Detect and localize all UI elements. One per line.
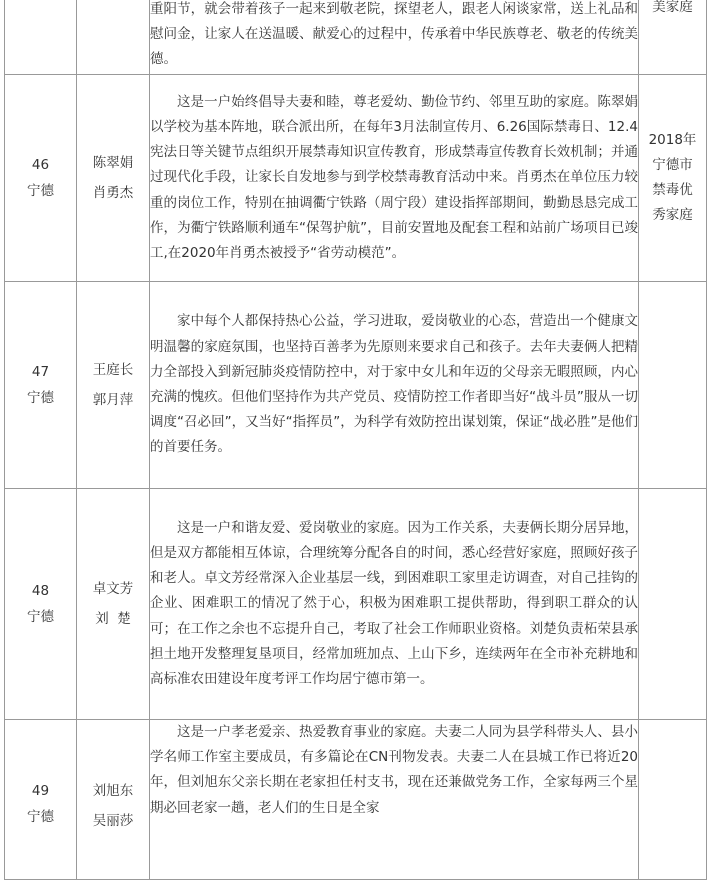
city-name: 宁德 — [27, 809, 54, 825]
city-name: 宁德 — [27, 390, 54, 406]
row-number: 46 — [31, 157, 50, 173]
row-number: 47 — [31, 364, 50, 380]
honor-cell — [639, 489, 707, 720]
honor-cell — [639, 282, 707, 489]
family-names-cell — [77, 0, 150, 75]
description-cell — [150, 0, 639, 75]
row-number-cell — [5, 282, 77, 489]
honor-line: 2018年 — [648, 132, 697, 148]
row-number-cell — [5, 0, 77, 75]
family-names-cell — [77, 282, 150, 489]
honor-line: 美家庭 — [652, 0, 693, 15]
member-name: 肖勇杰 — [92, 185, 134, 201]
description-text: 这是一户孝老爱亲、热爱教育事业的家庭。夫妻二人同为县学科带头人、县小学名师工作室主要成员，有多篇论在CN刊物发表。夫妻二人在县城工作已将近20年，但刘旭东父亲长期在老家担任村支书，现在还兼做党务工作，全家每两三个星期必回老家一趟，老人们的生日是全家 — [150, 724, 638, 816]
award-table — [4, 0, 707, 880]
honor-cell — [639, 0, 707, 75]
member-name: 陈翠娟 — [92, 155, 134, 171]
family-names-cell — [77, 75, 150, 282]
table-row — [5, 720, 707, 880]
city-name: 宁德 — [27, 609, 54, 625]
member-name: 刘 楚 — [95, 611, 131, 627]
member-name: 刘旭东 — [92, 783, 134, 799]
row-number-cell — [5, 720, 77, 880]
description-cell — [150, 720, 639, 880]
table-row — [5, 282, 707, 489]
row-number-cell — [5, 489, 77, 720]
description-cell — [150, 75, 639, 282]
description-text: 这是一户和谐友爱、爱岗敬业的家庭。因为工作关系，夫妻俩长期分居异地，但是双方都能相互体谅，合理统筹分配各自的时间，悉心经营好家庭，照顾好孩子和老人。卓文芳经常深入企业基层一线，到困难职工家里走访调查，对自己挂钩的企业、困难职工的情况了然于心，积极为困难职工提供帮助，得到职工群众的认可；在工作之余也不忘提升自己，考取了社会工作师职业资格。刘楚负责柘荣县承担土地开发整理复垦项目，经常加班加点、上山下乡，连续两年在全市补充耕地和高标准农田建设年度考评工作均居宁德市第一。 — [150, 519, 638, 687]
description-text: 重阳节，就会带着孩子一起来到敬老院，探望老人，跟老人闲谈家常，送上礼品和慰问金，让家人在送温暖、献爱心的过程中，传承着中华民族尊老、敬老的传统美德。 — [150, 0, 638, 68]
table-row — [5, 0, 707, 75]
row-number-cell — [5, 75, 77, 282]
table-row — [5, 489, 707, 720]
member-name: 卓文芳 — [92, 581, 134, 597]
description-cell — [150, 282, 639, 489]
table-row — [5, 75, 707, 282]
member-name: 吴丽莎 — [92, 813, 134, 829]
city-name: 宁德 — [27, 183, 54, 199]
row-number: 49 — [31, 783, 50, 799]
family-names-cell — [77, 489, 150, 720]
honor-cell — [639, 75, 707, 282]
member-name: 王庭长 — [92, 362, 134, 378]
description-text: 家中每个人都保持热心公益，学习进取，爱岗敬业的心态，营造出一个健康文明温馨的家庭氛围，也坚持百善孝为先原则来要求自己和孩子。去年夫妻俩人把精力全部投入到新冠肺炎疫情防控中，对于家中女儿和年迈的父母亲无暇照顾，内心充满的愧疚。但他们坚持作为共产党员、疫情防控工作者即当好“战斗员”服从一切调度“召必回”，又当好“指挥员”，为科学有效防控出谋划策，保证“战必胜”是他们的首要任务。 — [150, 313, 638, 456]
honor-line: 秀家庭 — [652, 207, 693, 223]
honor-cell — [639, 720, 707, 880]
honor-line: 宁德市 — [652, 157, 693, 173]
row-number: 48 — [31, 583, 50, 599]
honor-line: 禁毒优 — [652, 182, 693, 198]
table-body — [5, 0, 707, 880]
description-cell — [150, 489, 639, 720]
member-name: 郭月萍 — [92, 392, 134, 408]
description-text: 这是一户始终倡导夫妻和睦，尊老爱幼、勤俭节约、邻里互助的家庭。陈翠娟以学校为基本阵地，联合派出所，在每年3月法制宣传月、6.26国际禁毒日、12.4宪法日等关键节点组织开展禁毒知识宣传教育，形成禁毒宣传教育长效机制；并通过现代化手段，让家长自发地参与到学校禁毒教育活动中来。肖勇杰在单位压力较重的岗位工作，特别在抽调衢宁铁路（周宁段）建设指挥部期间，勤勤恳恳完成工作，为衢宁铁路顺利通车“保驾护航”，目前安置地及配套工程和站前广场项目已竣工,在2020年肖勇杰被授予“省劳动模范”。 — [150, 93, 638, 261]
family-names-cell — [77, 720, 150, 880]
